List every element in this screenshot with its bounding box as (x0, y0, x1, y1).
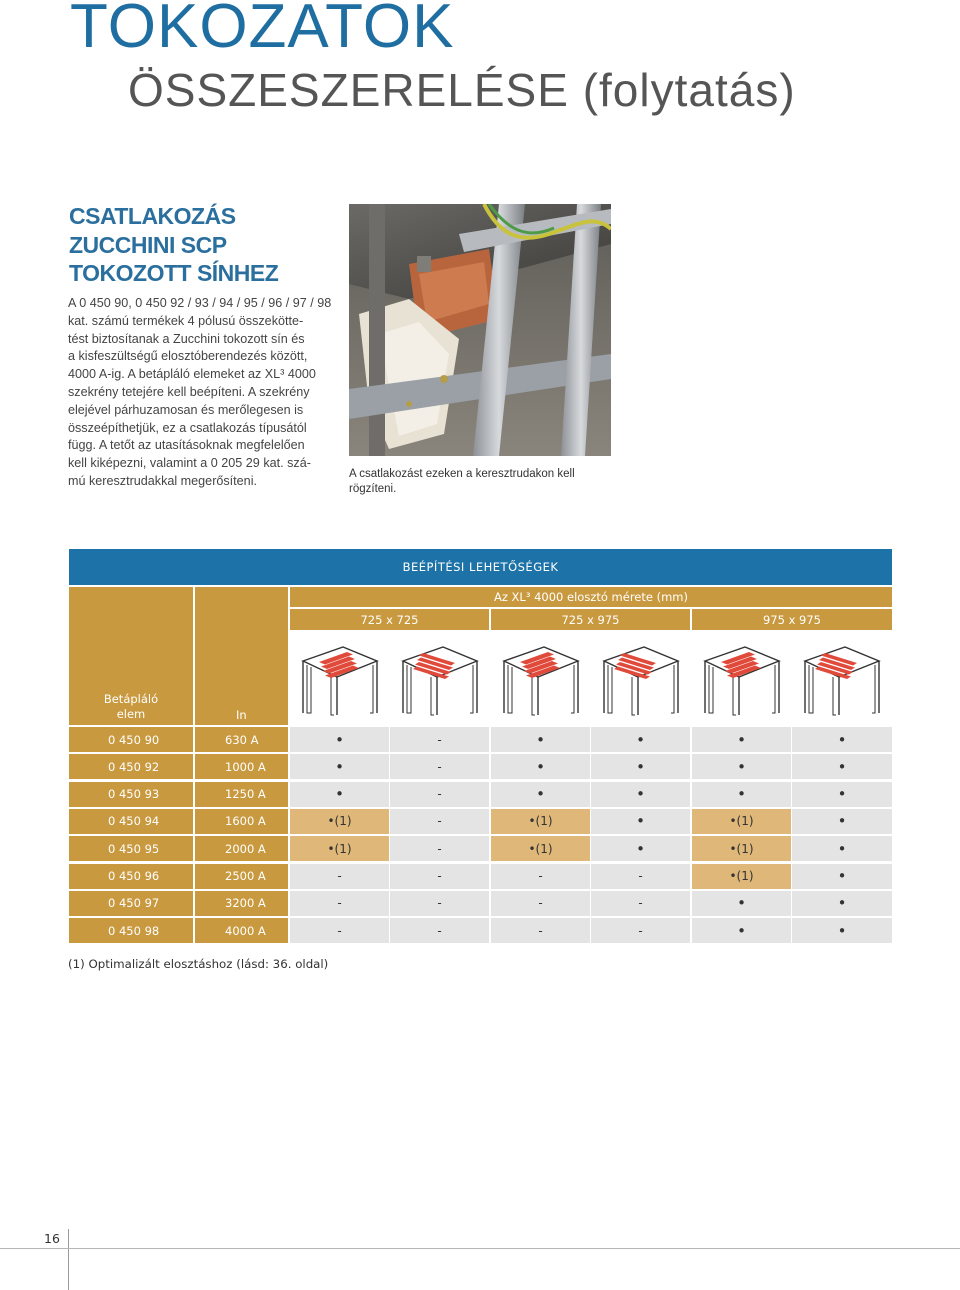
rated-current-cell: 1000 A (195, 754, 288, 779)
body-line: a kisfeszültségű elosztóberendezés között, (68, 349, 308, 364)
availability-cell: - (390, 782, 489, 807)
availability-cell: • (491, 782, 590, 807)
cabinet-busbar-icon (596, 639, 686, 719)
cabinet-busbar-icon (697, 639, 787, 719)
availability-cell: • (491, 754, 590, 779)
feeder-code-cell: 0 450 93 (69, 782, 193, 807)
availability-cell: • (591, 754, 690, 779)
availability-cell: - (290, 918, 389, 943)
availability-cell: • (692, 891, 791, 916)
availability-cell: •(1) (692, 809, 791, 834)
feeder-code-cell: 0 450 94 (69, 809, 193, 834)
availability-cell: •(1) (290, 809, 389, 834)
availability-cell: •(1) (491, 836, 590, 861)
availability-cell: - (390, 918, 489, 943)
feeder-column-header (69, 587, 193, 725)
caption-line: A csatlakozást ezeken a keresztrudakon kell (349, 468, 575, 480)
section-heading-line: CSATLAKOZÁS (69, 203, 236, 229)
section-heading-line: ZUCCHINI SCP (69, 231, 227, 258)
availability-cell: - (390, 864, 489, 889)
body-line: függ. A tetőt az utasításoknak megfelelően (68, 438, 305, 453)
rated-current-cell: 1600 A (195, 809, 288, 834)
availability-cell: - (290, 864, 389, 889)
availability-cell: •(1) (692, 836, 791, 861)
cabinet-busbar-icon (295, 639, 385, 719)
photo-caption (349, 467, 619, 497)
footer-rule (0, 1248, 960, 1249)
availability-cell: •(1) (290, 836, 389, 861)
caption-line: rögzíteni. (349, 483, 397, 495)
body-line: szekrény tetejére kell beépíteni. A szekrény (68, 384, 310, 399)
page-number: 16 (44, 1231, 60, 1246)
availability-cell: • (591, 836, 690, 861)
body-line: elejével párhuzamosan és merőlegesen is (68, 402, 304, 417)
table-footnote: (1) Optimalizált elosztáshoz (lásd: 36. oldal) (68, 957, 329, 971)
availability-cell: • (591, 727, 690, 752)
availability-cell: • (792, 864, 892, 889)
availability-cell: • (792, 891, 892, 916)
installation-options-table (69, 549, 892, 947)
rated-current-cell: 4000 A (195, 918, 288, 943)
size-header: Az XL³ 4000 elosztó mérete (mm) (290, 587, 892, 607)
feeder-code-cell: 0 450 95 (69, 836, 193, 861)
body-line: kat. számú termékek 4 pólusú összekötte- (68, 313, 304, 328)
availability-cell: • (792, 836, 892, 861)
rated-current-cell: 2000 A (195, 836, 288, 861)
availability-cell: - (390, 891, 489, 916)
size-header-725x975: 725 x 975 (491, 609, 690, 630)
installation-photo (349, 204, 611, 456)
availability-cell: • (591, 782, 690, 807)
availability-cell: • (692, 727, 791, 752)
size-header-975x975: 975 x 975 (692, 609, 892, 630)
table-title: BEÉPÍTÉSI LEHETŐSÉGEK (69, 549, 892, 585)
availability-cell: • (792, 754, 892, 779)
body-line: A 0 450 90, 0 450 92 / 93 / 94 / 95 / 96 / 97 / 98 (68, 296, 332, 310)
cabinet-icon-cell (792, 632, 891, 725)
availability-cell: • (792, 782, 892, 807)
page-margin-line (68, 1229, 69, 1290)
feeder-column-header-label: Betápláló elem (103, 692, 159, 721)
cabinet-icon-cell (290, 632, 389, 725)
availability-cell: - (390, 754, 489, 779)
availability-cell: - (591, 918, 690, 943)
availability-cell: • (792, 809, 892, 834)
availability-cell: • (792, 727, 892, 752)
body-line: mú keresztrudakkal megerősíteni. (68, 473, 257, 488)
current-column-header (195, 587, 288, 725)
availability-cell: • (491, 727, 590, 752)
feeder-code-cell: 0 450 98 (69, 918, 193, 943)
cabinet-busbar-icon (395, 639, 485, 719)
page-title: TOKOZATOK (70, 0, 455, 61)
availability-cell: - (390, 727, 489, 752)
availability-cell: • (692, 782, 791, 807)
availability-cell: - (591, 891, 690, 916)
availability-cell: - (390, 809, 489, 834)
size-header-725x725: 725 x 725 (290, 609, 489, 630)
availability-cell: • (692, 754, 791, 779)
rated-current-cell: 630 A (195, 727, 288, 752)
section-heading (69, 202, 349, 288)
cabinet-icon-cell (692, 632, 791, 725)
body-line: tést biztosítanak a Zucchini tokozott sín és (68, 331, 305, 346)
availability-cell: • (792, 918, 892, 943)
rated-current-cell: 3200 A (195, 891, 288, 916)
availability-cell: - (491, 864, 590, 889)
availability-cell: - (390, 836, 489, 861)
page-subtitle: ÖSSZESZERELÉSE (folytatás) (128, 64, 796, 116)
current-column-header-label: In (236, 708, 247, 722)
availability-cell: •(1) (491, 809, 590, 834)
body-line: összeépíthetjük, ez a csatlakozás típusától (68, 420, 307, 435)
feeder-code-cell: 0 450 96 (69, 864, 193, 889)
availability-cell: - (491, 891, 590, 916)
section-body-text (68, 295, 343, 491)
cabinet-icon-cell (591, 632, 690, 725)
section-heading-line: TOKOZOTT SÍNHEZ (69, 260, 279, 286)
availability-cell: • (290, 782, 389, 807)
feeder-code-cell: 0 450 92 (69, 754, 193, 779)
cabinet-busbar-icon (496, 639, 586, 719)
feeder-code-cell: 0 450 90 (69, 727, 193, 752)
rated-current-cell: 2500 A (195, 864, 288, 889)
cabinet-icon-cell (390, 632, 489, 725)
availability-cell: • (692, 918, 791, 943)
availability-cell: • (290, 754, 389, 779)
availability-cell: - (290, 891, 389, 916)
availability-cell: - (591, 864, 690, 889)
availability-cell: • (290, 727, 389, 752)
availability-cell: - (491, 918, 590, 943)
cabinet-busbar-icon (797, 639, 887, 719)
feeder-code-cell: 0 450 97 (69, 891, 193, 916)
installation-photo-illustration (349, 204, 611, 456)
availability-cell: • (591, 809, 690, 834)
rated-current-cell: 1250 A (195, 782, 288, 807)
body-line: kell kiképezni, valamint a 0 205 29 kat. szá- (68, 456, 311, 471)
availability-cell: •(1) (692, 864, 791, 889)
cabinet-icon-cell (491, 632, 590, 725)
body-line: 4000 A-ig. A betápláló elemeket az XL³ 4000 (68, 367, 316, 382)
